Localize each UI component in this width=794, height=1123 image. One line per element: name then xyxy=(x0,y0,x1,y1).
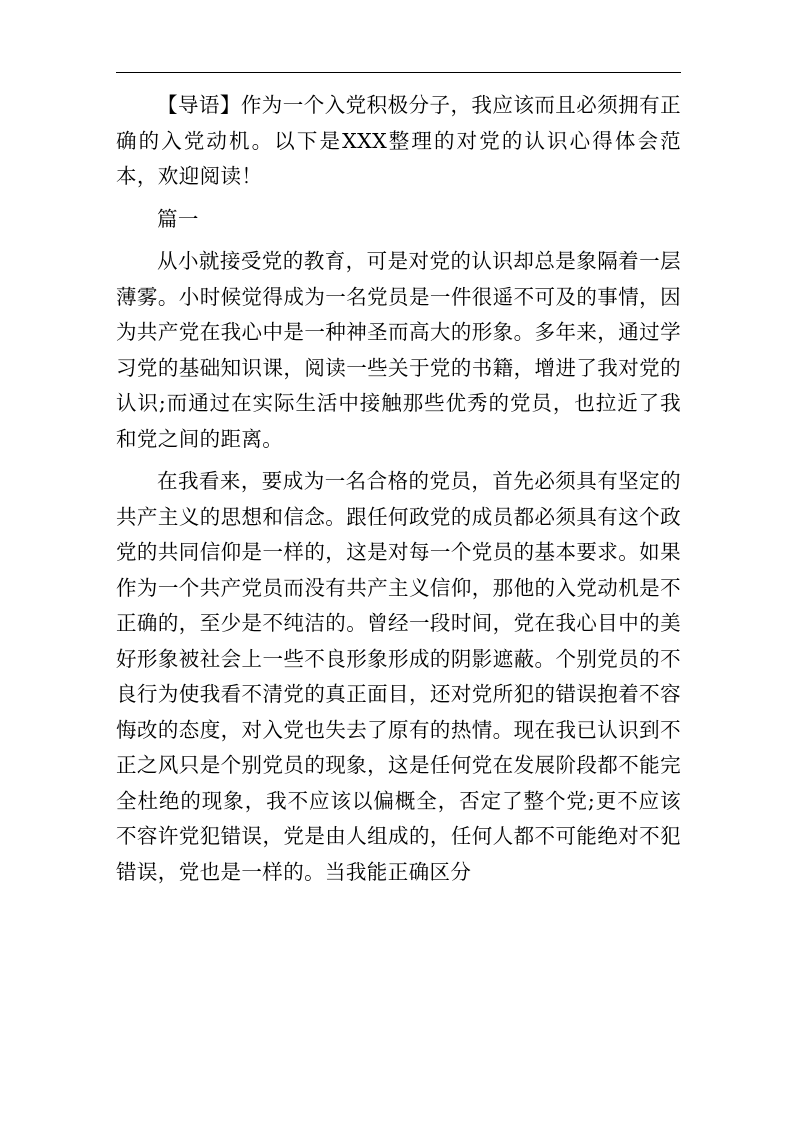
document-body xyxy=(116,88,681,890)
section-title: 篇一 xyxy=(157,206,199,231)
header-rule xyxy=(116,72,681,73)
body-paragraph-1: 从小就接受党的教育，可是对党的认识却总是象隔着一层薄雾。小时候觉得成为一名党员是一件很遥不可及的事情，因为共产党在我心中是一种神圣而高大的形象。多年来，通过学习党的基础知识课，阅读一些关于党的书籍，增进了我对党的认识;而通过在实际生活中接触那些优秀的党员，也拉近了我和党之间的距离。 xyxy=(116,249,681,451)
body-paragraph-2: 在我看来，要成为一名合格的党员，首先必须具有坚定的共产主义的思想和信念。跟任何政党的成员都必须具有这个政党的共同信仰是一样的，这是对每一个党员的基本要求。如果作为一个共产党员而没有共产主义信仰，那他的入党动机是不正确的，至少是不纯洁的。曾经一段时间，党在我心目中的美好形象被社会上一些不良形象形成的阴影遮蔽。个别党员的不良行为使我看不清党的真正面目，还对党所犯的错误抱着不容悔改的态度，对入党也失去了原有的热情。现在我已认识到不正之风只是个别党员的现象，这是任何党在发展阶段都不能完全杜绝的现象，我不应该以偏概全，否定了整个党;更不应该不容许党犯错误，党是由人组成的，任何人都不可能绝对不犯错误，党也是一样的。当我能正确区分 xyxy=(116,469,681,884)
intro-paragraph: 【导语】作为一个入党积极分子，我应该而且必须拥有正确的入党动机。以下是XXX整理的对党的认识心得体会范本，欢迎阅读！ xyxy=(116,93,681,188)
